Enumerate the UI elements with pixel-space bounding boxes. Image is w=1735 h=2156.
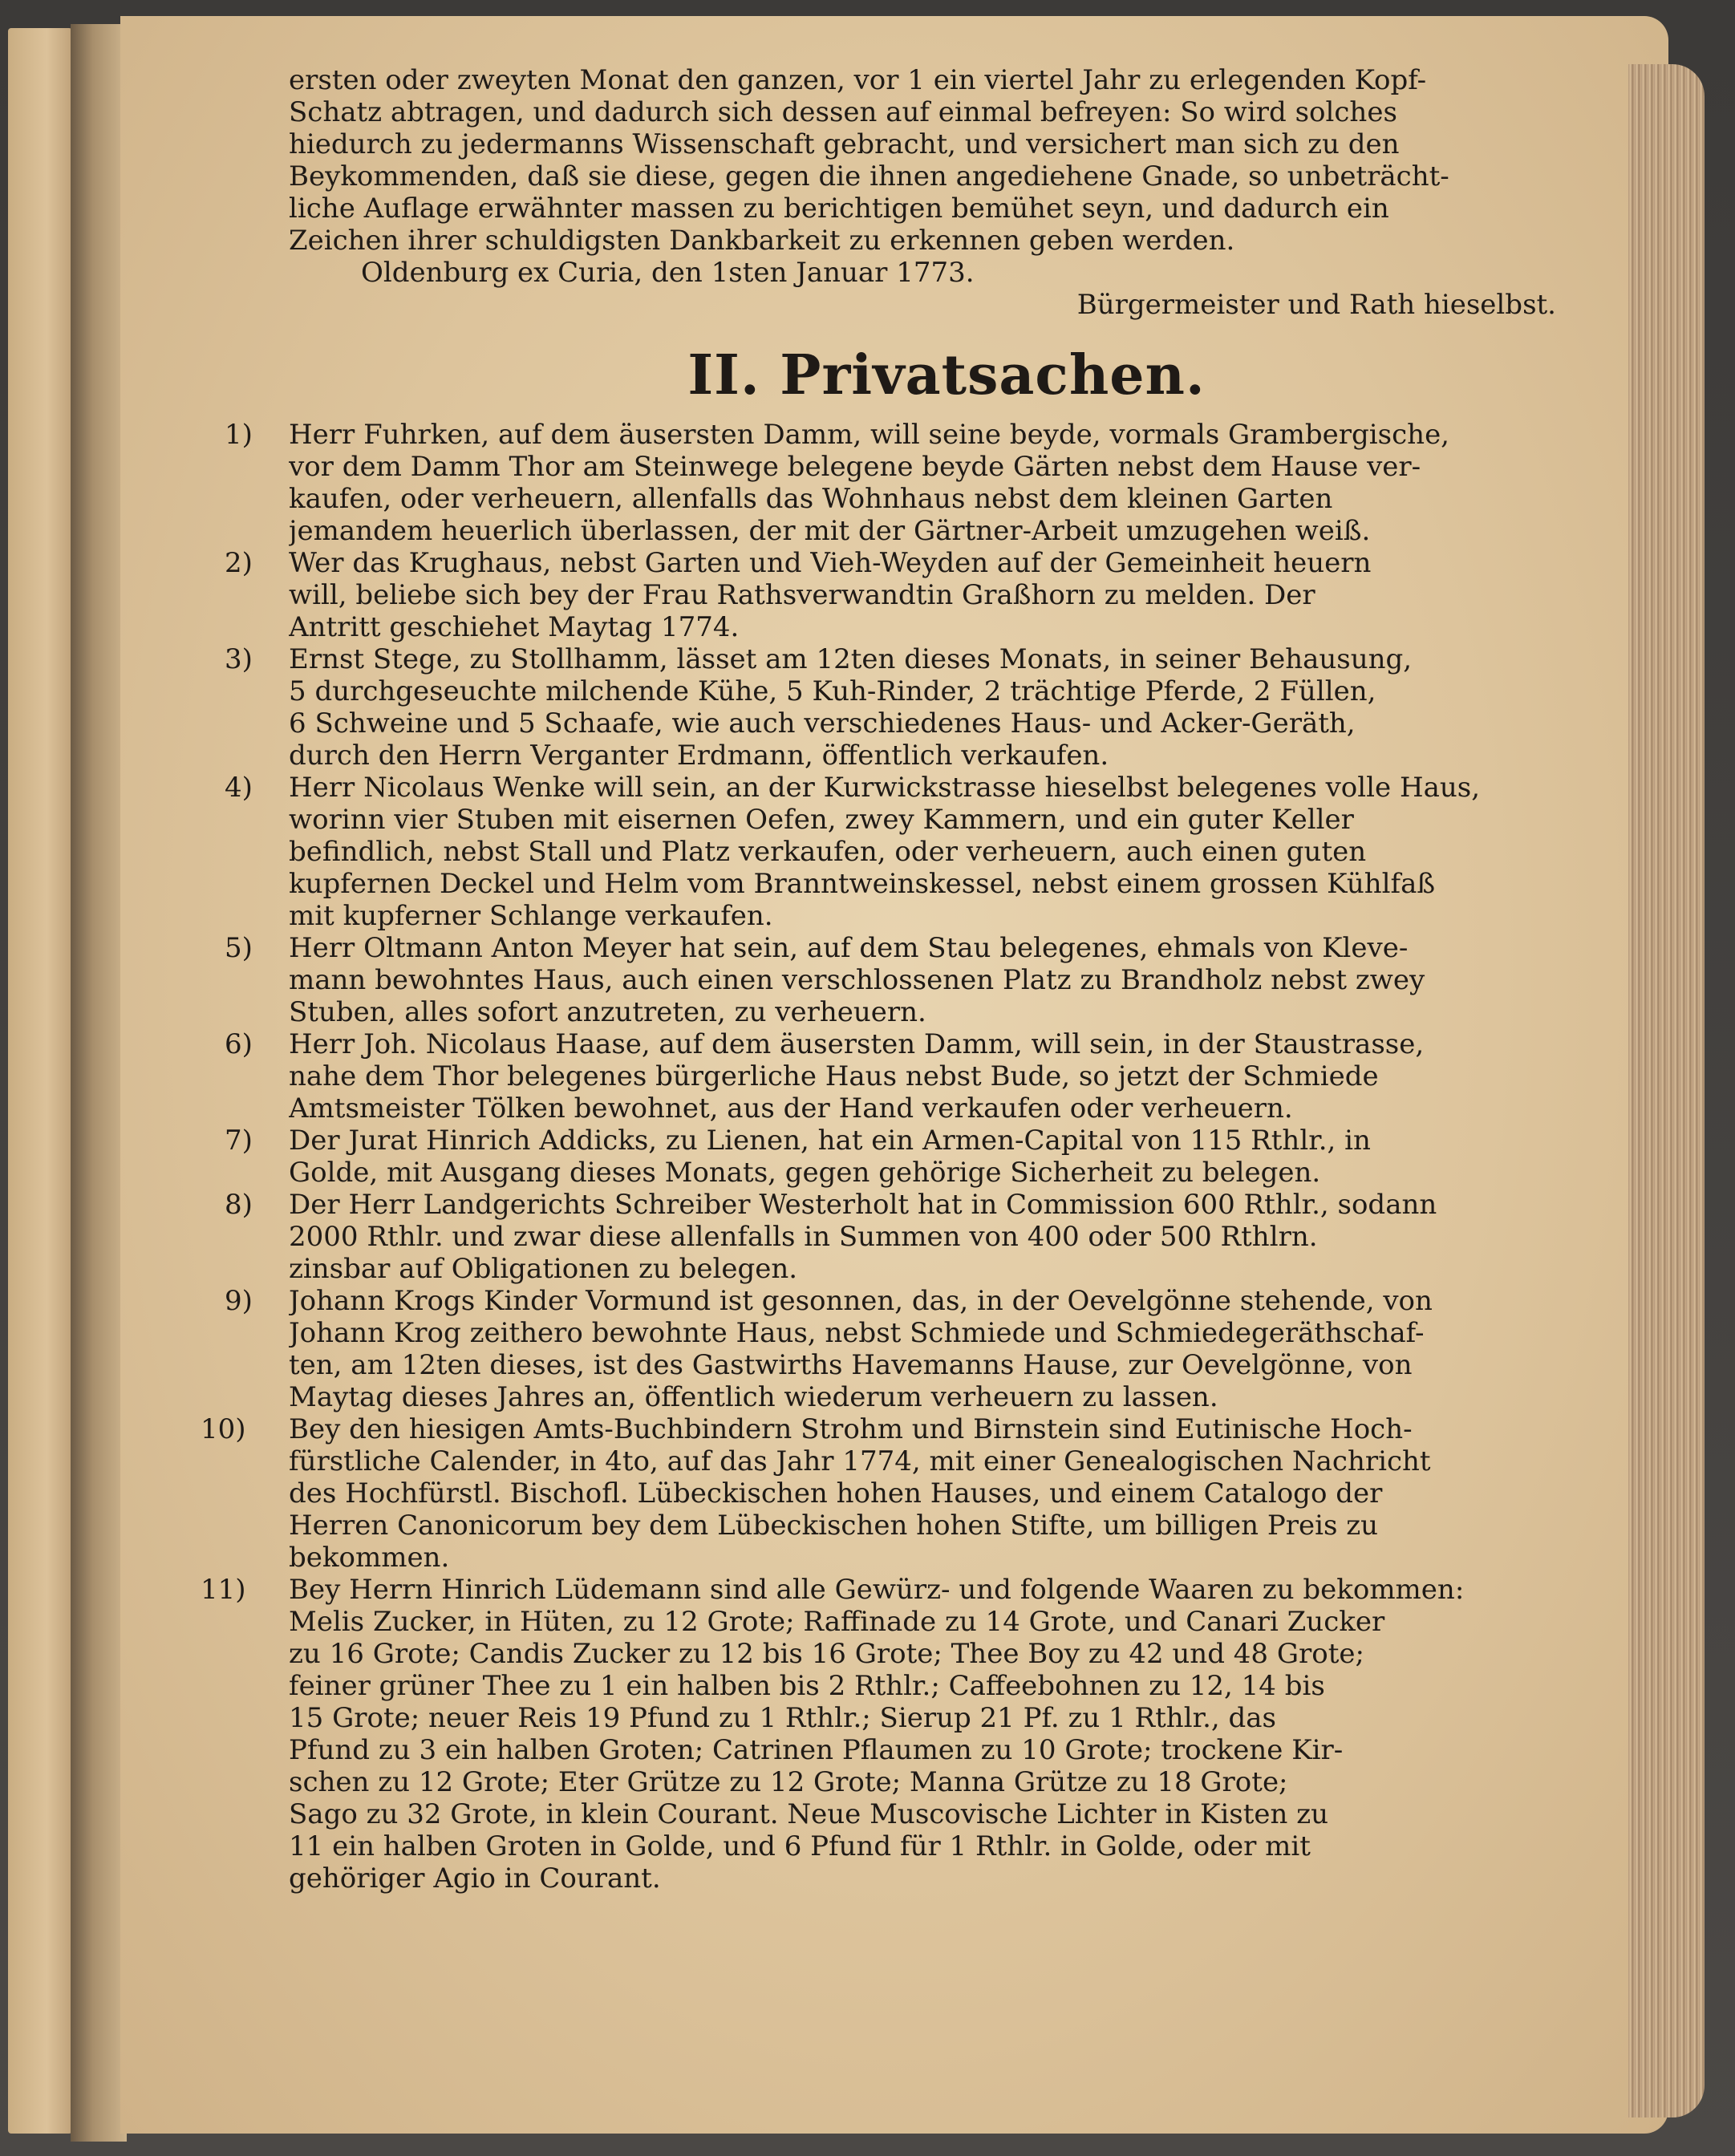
notice-item	[225, 1028, 1604, 1125]
book-gutter	[71, 24, 127, 2142]
notice-list	[201, 419, 1604, 1895]
signature-line: Bürgermeister und Rath hieselbst.	[1076, 289, 1556, 321]
facing-page-edge	[8, 28, 72, 2134]
notice-item	[225, 1189, 1604, 1285]
item-line: Johann Krogs Kinder Vormund ist gesonnen, das, in der Oevelgönne stehende, von	[289, 1285, 1433, 1317]
item-line: Melis Zucker, in Hüten, zu 12 Grote; Raffinade zu 14 Grote, und Canari Zucker	[289, 1606, 1385, 1638]
item-line: mit kupferner Schlange verkaufen.	[289, 900, 773, 932]
item-line: 5 durchgeseuchte milchende Kühe, 5 Kuh-Rinder, 2 trächtige Pferde, 2 Füllen,	[289, 675, 1376, 707]
item-line: Sago zu 32 Grote, in klein Courant. Neue Muscovische Lichter in Kisten zu	[289, 1798, 1329, 1830]
notice-item	[201, 1574, 1604, 1895]
item-number: 2)	[225, 547, 253, 579]
item-line: 2000 Rthlr. und zwar diese allenfalls in Summen von 400 oder 500 Rthlrn.	[289, 1221, 1318, 1253]
item-line: Golde, mit Ausgang dieses Monats, gegen gehörige Sicherheit zu belegen.	[289, 1157, 1321, 1189]
item-line: Amtsmeister Tölken bewohnet, aus der Hand verkaufen oder verheuern.	[289, 1092, 1293, 1125]
intro-paragraph	[289, 64, 1604, 257]
item-line: Maytag dieses Jahres an, öffentlich wiederum verheuern zu lassen.	[289, 1381, 1218, 1413]
item-number: 5)	[225, 932, 253, 964]
item-line: Herr Fuhrken, auf dem äusersten Damm, will seine beyde, vormals Grambergische,	[289, 419, 1449, 451]
intro-line: liche Auflage erwähnter massen zu berichtigen bemühet seyn, und dadurch ein	[289, 192, 1389, 225]
item-line: Bey Herrn Hinrich Lüdemann sind alle Gewürz- und folgende Waaren zu bekommen:	[289, 1574, 1465, 1606]
item-line: Antritt geschiehet Maytag 1774.	[289, 611, 740, 643]
item-line: 11 ein halben Groten in Golde, und 6 Pfund für 1 Rthlr. in Golde, oder mit	[289, 1830, 1311, 1862]
date-line: Oldenburg ex Curia, den 1sten Januar 1773.	[361, 257, 975, 289]
item-line: zinsbar auf Obligationen zu belegen.	[289, 1253, 798, 1285]
item-line: ten, am 12ten dieses, ist des Gastwirths Havemanns Hause, zur Oevelgönne, von	[289, 1349, 1413, 1381]
item-line: Bey den hiesigen Amts-Buchbindern Strohm und Birnstein sind Eutinische Hoch-	[289, 1413, 1413, 1445]
item-line: Herren Canonicorum bey dem Lübeckischen hohen Stifte, um billigen Preis zu	[289, 1510, 1379, 1542]
item-number: 7)	[225, 1125, 253, 1157]
item-line: vor dem Damm Thor am Steinwege belegene beyde Gärten nebst dem Hause ver-	[289, 451, 1421, 483]
item-line: durch den Herrn Verganter Erdmann, öffentlich verkaufen.	[289, 740, 1109, 772]
item-line: befindlich, nebst Stall und Platz verkaufen, oder verheuern, auch einen guten	[289, 836, 1367, 868]
item-line: des Hochfürstl. Bischofl. Lübeckischen hohen Hauses, und einem Catalogo der	[289, 1477, 1383, 1510]
item-line: Pfund zu 3 ein halben Groten; Catrinen Pflaumen zu 10 Grote; trockene Kir-	[289, 1734, 1344, 1766]
item-line: Herr Nicolaus Wenke will sein, an der Kurwickstrasse hieselbst belegenes volle Haus,	[289, 772, 1481, 804]
item-number: 8)	[225, 1189, 253, 1221]
item-line: will, beliebe sich bey der Frau Rathsverwandtin Graßhorn zu melden. Der	[289, 579, 1315, 611]
item-line: Der Herr Landgerichts Schreiber Westerholt hat in Commission 600 Rthlr., sodann	[289, 1189, 1437, 1221]
item-number: 1)	[225, 419, 253, 451]
notice-item	[225, 1125, 1604, 1189]
item-line: worinn vier Stuben mit eisernen Oefen, zwey Kammern, und ein guter Keller	[289, 804, 1354, 836]
notice-item	[225, 1285, 1604, 1413]
item-line: kaufen, oder verheuern, allenfalls das Wohnhaus nebst dem kleinen Garten	[289, 483, 1333, 515]
item-number: 3)	[225, 643, 253, 675]
item-line: gehöriger Agio in Courant.	[289, 1862, 661, 1895]
item-line: jemandem heuerlich überlassen, der mit der Gärtner-Arbeit umzugehen weiß.	[289, 515, 1371, 547]
intro-line: ersten oder zweyten Monat den ganzen, vor 1 ein viertel Jahr zu erlegenden Kopf-	[289, 64, 1427, 96]
item-line: 15 Grote; neuer Reis 19 Pfund zu 1 Rthlr.; Sierup 21 Pf. zu 1 Rthlr., das	[289, 1702, 1276, 1734]
notice-item	[225, 547, 1604, 643]
item-line: kupfernen Deckel und Helm vom Branntweinskessel, nebst einem grossen Kühlfaß	[289, 868, 1436, 900]
page-text	[201, 64, 1604, 1895]
page-stack-edges	[1628, 64, 1705, 2118]
item-line: Ernst Stege, zu Stollhamm, lässet am 12ten dieses Monats, in seiner Behausung,	[289, 643, 1413, 675]
item-number: 10)	[201, 1413, 246, 1445]
item-line: feiner grüner Thee zu 1 ein halben bis 2 Rthlr.; Caffeebohnen zu 12, 14 bis	[289, 1670, 1325, 1702]
item-line: fürstliche Calender, in 4to, auf das Jahr 1774, mit einer Genealogischen Nachricht	[289, 1445, 1431, 1477]
notice-item	[225, 419, 1604, 547]
notice-item	[201, 1413, 1604, 1574]
intro-line: Schatz abtragen, und dadurch sich dessen auf einmal befreyen: So wird solches	[289, 96, 1397, 128]
notice-item	[225, 772, 1604, 932]
item-line: Herr Oltmann Anton Meyer hat sein, auf dem Stau belegenes, ehmals von Kleve-	[289, 932, 1409, 964]
notice-item	[225, 932, 1604, 1028]
item-number: 4)	[225, 772, 253, 804]
item-line: Der Jurat Hinrich Addicks, zu Lienen, hat ein Armen-Capital von 115 Rthlr., in	[289, 1125, 1371, 1157]
item-number: 11)	[201, 1574, 246, 1606]
item-line: 6 Schweine und 5 Schaafe, wie auch verschiedenes Haus- und Acker-Geräth,	[289, 707, 1356, 740]
item-line: Stuben, alles sofort anzutreten, zu verheuern.	[289, 996, 926, 1028]
item-line: nahe dem Thor belegenes bürgerliche Haus nebst Bude, so jetzt der Schmiede	[289, 1060, 1379, 1092]
item-number: 6)	[225, 1028, 253, 1060]
item-line: schen zu 12 Grote; Eter Grütze zu 12 Grote; Manna Grütze zu 18 Grote;	[289, 1766, 1288, 1798]
notice-item	[225, 643, 1604, 772]
section-heading: II. Privatsachen.	[687, 343, 1206, 407]
item-line: Johann Krog zeithero bewohnte Haus, nebst Schmiede und Schmiedegeräthschaf-	[289, 1317, 1425, 1349]
intro-line: Beykommenden, daß sie diese, gegen die ihnen angediehene Gnade, so unbeträcht-	[289, 160, 1449, 192]
item-line: bekommen.	[289, 1542, 450, 1574]
intro-line: hiedurch zu jedermanns Wissenschaft gebracht, und versichert man sich zu den	[289, 128, 1400, 160]
item-line: Herr Joh. Nicolaus Haase, auf dem äusersten Damm, will sein, in der Staustrasse,	[289, 1028, 1425, 1060]
item-line: zu 16 Grote; Candis Zucker zu 12 bis 16 Grote; Thee Boy zu 42 und 48 Grote;	[289, 1638, 1364, 1670]
intro-line: Zeichen ihrer schuldigsten Dankbarkeit zu erkennen geben werden.	[289, 225, 1235, 257]
item-number: 9)	[225, 1285, 253, 1317]
item-line: Wer das Krughaus, nebst Garten und Vieh-Weyden auf der Gemeinheit heuern	[289, 547, 1372, 579]
item-line: mann bewohntes Haus, auch einen verschlossenen Platz zu Brandholz nebst zwey	[289, 964, 1425, 996]
